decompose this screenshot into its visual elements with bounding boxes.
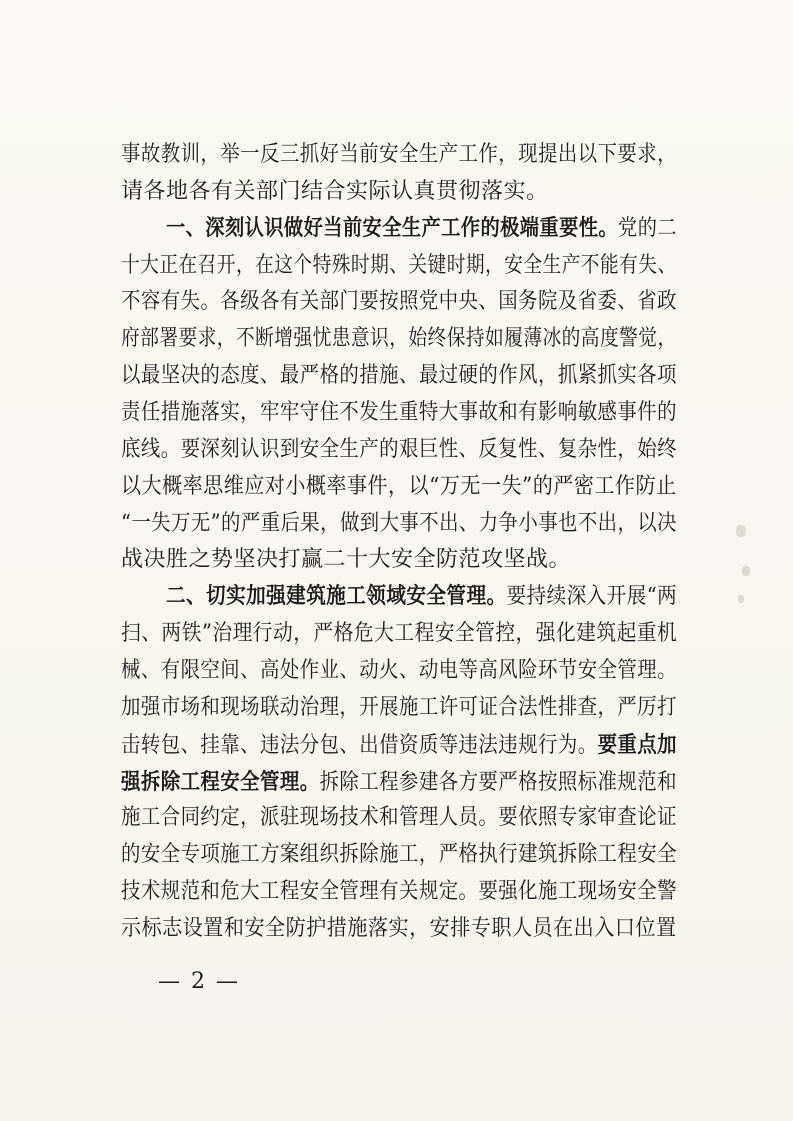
section-heading: 二、切实加强建筑施工领域安全管理。	[166, 584, 507, 610]
body-text-segment: 技术规范和危大工程安全管理有关规定。要强化施工现场安全警	[121, 879, 677, 904]
section-heading: 一、深刻认识做好当前安全生产工作的极端重要性。	[166, 215, 619, 241]
text-line	[121, 251, 677, 281]
text-line	[121, 287, 677, 317]
text-line	[121, 361, 677, 391]
body-text-segment: 党的二	[618, 215, 678, 241]
text-line	[121, 803, 677, 833]
page-number: — 2 —	[158, 969, 240, 994]
text-line	[121, 656, 677, 686]
body-text-segment: 示标志设置和安全防护措施落实，安排专职人员在出入口位置	[121, 915, 677, 941]
body-text-segment: 械、有限空间、高处作业、动火、动电等高风险环节安全管理。	[121, 657, 677, 683]
body-text-segment: 拆除工程参建各方要严格按照标准规范和	[319, 769, 678, 795]
text-line	[121, 767, 677, 798]
text-line	[166, 582, 677, 612]
body-text-segment: 事故教训，举一反三抓好当前安全生产工作，现提出以下要求，	[121, 142, 677, 167]
text-line	[121, 693, 677, 723]
text-line	[121, 140, 677, 170]
body-text-segment: 加强市场和现场联动治理，开展施工许可证合法性排查，严厉打	[121, 694, 677, 720]
text-line	[121, 435, 677, 465]
text-line	[121, 877, 677, 907]
body-text-segment: 施工合同约定，派驻现场技术和管理人员。要依照专家审查论证	[121, 805, 677, 831]
emphasis-text: 要重点加	[597, 731, 678, 758]
text-line	[121, 324, 677, 354]
body-text-segment: 的安全专项施工方案组织拆除施工，严格执行建筑拆除工程安全	[121, 842, 677, 868]
emphasis-text: 强拆除工程安全管理。	[121, 768, 320, 795]
body-text-segment: 请各地各有关部门结合实际认真贯彻落实。	[121, 178, 549, 204]
body-text-segment: 以最坚决的态度、最严格的措施、最过硬的作风，抓紧抓实各项	[121, 363, 677, 389]
body-text-segment: 以大概率思维应对小概率事件，以“万无一失”的严密工作防止	[121, 473, 677, 499]
body-text-segment: 要持续深入开展“两	[506, 584, 678, 610]
text-line	[121, 545, 571, 575]
body-text-segment: 责任措施落实，牢牢守住不发生重特大事故和有影响敏感事件的	[121, 399, 677, 425]
body-text-segment: 扫、两铁”治理行动，严格危大工程安全管控，强化建筑起重机	[121, 621, 678, 646]
text-line	[121, 472, 677, 502]
text-line	[166, 214, 677, 244]
body-text-segment: 击转包、挂靠、违法分包、出借资质等违法违规行为。	[121, 732, 598, 758]
scan-mark-c	[738, 595, 744, 603]
body-text-segment: 十大正在召开，在这个特殊时期、关键时期，安全生产不能有失、	[121, 252, 677, 278]
scan-mark-b	[742, 566, 750, 576]
text-line	[121, 177, 549, 207]
text-line	[121, 730, 677, 761]
text-line	[121, 914, 677, 944]
body-text-segment: 战决胜之势坚决打赢二十大安全防范攻坚战。	[121, 547, 572, 573]
text-line	[121, 619, 677, 649]
text-line	[121, 840, 677, 870]
body-text-segment: 不容有失。各级各有关部门要按照党中央、国务院及省委、省政	[121, 289, 677, 315]
scan-mark-a	[736, 525, 746, 537]
body-text-segment: “一失万无”的严重后果，做到大事不出、力争小事也不出，以决	[121, 510, 677, 536]
text-line	[121, 509, 677, 539]
body-text-segment: 府部署要求，不断增强忧患意识，始终保持如履薄冰的高度警觉，	[121, 326, 677, 352]
text-line	[121, 398, 677, 428]
body-text-segment: 底线。要深刻认识到安全生产的艰巨性、反复性、复杂性，始终	[121, 436, 677, 462]
